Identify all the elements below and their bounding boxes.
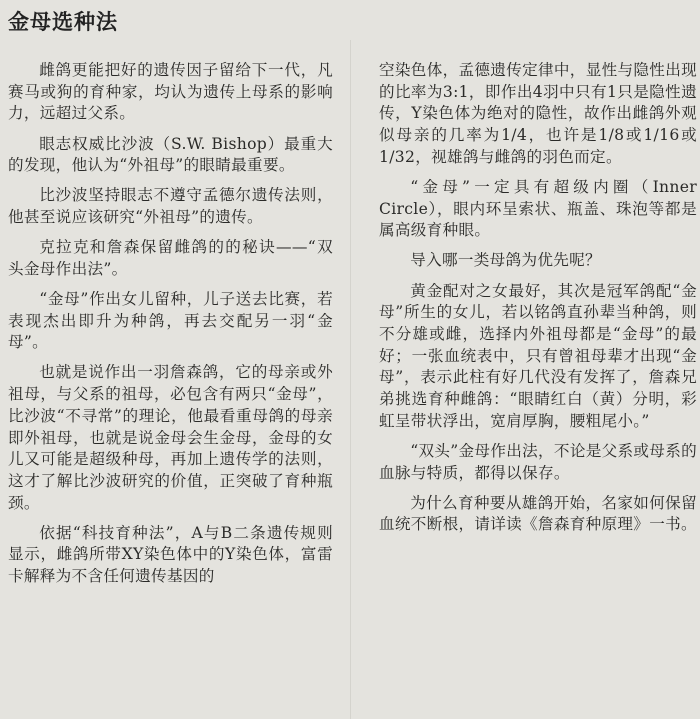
paragraph: 依据“科技育种法”，A与B二条遗传规则显示，雌鸽所带XY染色体中的Y染色体，富雷卡解释为不含任何遗传基因的 [8,523,333,586]
paragraph: “双头”金母作出法，不论是父系或母系的血脉与特质，都得以保存。 [379,441,697,482]
paragraph: 眼志权威比沙波（S.W. Bishop）最重大的发现，他认为“外祖母”的眼睛最重要。 [8,134,333,175]
article-title: 金母选种法 [8,10,118,34]
paragraph: 为什么育种要从雄鸽开始，名家如何保留血统不断根，请详读《詹森育种原理》一书。 [379,493,697,534]
left-column [8,60,333,588]
paragraph: 黄金配对之女最好，其次是冠军鸽配“金母”所生的女儿，若以铭鸽直孙辈当种鸽，则不分雄或雌，选择内外祖母都是“金母”的最好；一张血统表中，只有曾祖母辈才出现“金母”，表示此柱有好几代没有发挥了，詹森兄弟挑选育种雌鸽：“眼睛红白（黄）分明，彩虹呈带状浮出，宽肩厚胸，腰粗尾小。” [379,281,697,430]
paragraph: 比沙波坚持眼志不遵守孟德尔遗传法则，他甚至说应该研究“外祖母”的遗传。 [8,186,333,226]
paragraph: 导入哪一类母鸽为优先呢？ [410,251,601,270]
right-column [379,60,697,536]
paragraph: 雌鸽更能把好的遗传因子留给下一代，凡赛马或狗的育种家，均认为遗传上母系的影响力，远超过父系。 [8,61,333,123]
paragraph: “金母”作出女儿留种，儿子送去比赛，若表现杰出即升为种鸽，再去交配另一羽“金母”。 [8,289,333,352]
paragraph: “金母”一定具有超级内圈（Inner Circle），眼内环呈索状、瓶盖、珠泡等都是属高级育种眼。 [379,177,697,240]
paragraph: 克拉克和詹森保留雌鸽的的秘诀——“双头金母作出法”。 [8,238,333,278]
column-divider [350,40,351,719]
paragraph: 也就是说作出一羽詹森鸽，它的母亲或外祖母，与父系的祖母，必包含有两只“金母”，比沙波“不寻常”的理论，他最看重母鸽的母亲即外祖母，也就是说金母会生金母，金母的女儿又可能是超级种母，再加上遗传学的法则，这才了解比沙波研究的价值，正突破了育种瓶颈。 [8,363,333,512]
paragraph-continued: 空染色体，孟德遗传定律中，显性与隐性出现的比率为3:1，即作出4羽中只有1只是隐性遗传，Y染色体为绝对的隐性，故作出雌鸽外观似母亲的几率为1/4，也许是1/8或1/16或1/32，视雄鸽与雌鸽的羽色而定。 [379,61,697,166]
